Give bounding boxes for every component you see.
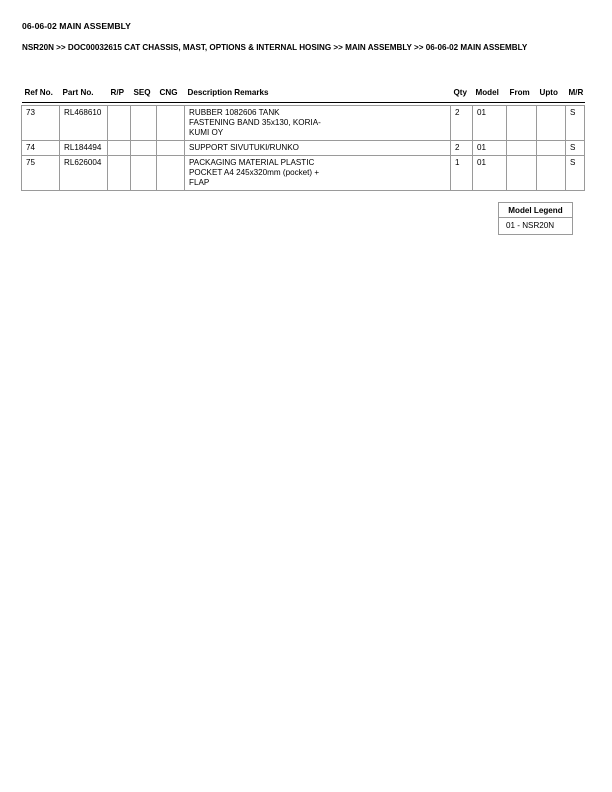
cell-part: RL184494 [60, 141, 108, 156]
breadcrumb: NSR20N >> DOC00032615 CAT CHASSIS, MAST, OPTIONS & INTERNAL HOSING >> MAIN ASSEMBLY >> 06-06-02 MAIN ASSEMBLY [22, 43, 528, 52]
description-line: FLAP [189, 178, 210, 187]
cell-model: 01 [473, 106, 507, 141]
table-row [22, 106, 585, 141]
cell-ref: 75 [22, 156, 60, 191]
cell-desc [185, 141, 451, 156]
table-row [22, 156, 585, 191]
cell-cng [157, 141, 185, 156]
cell-seq [131, 141, 157, 156]
description-line: FASTENING BAND 35x130, KORIA- [189, 118, 321, 127]
description-line: RUBBER 1082606 TANK [189, 108, 280, 117]
cell-from [507, 106, 537, 141]
col-part-no: Part No. [60, 87, 108, 103]
cell-qty: 2 [451, 106, 473, 141]
cell-part: RL468610 [60, 106, 108, 141]
cell-seq [131, 156, 157, 191]
cell-from [507, 141, 537, 156]
description-line: SUPPORT SIVUTUKI/RUNKO [189, 143, 299, 152]
cell-ref: 73 [22, 106, 60, 141]
cell-mr: S [566, 156, 585, 191]
cell-cng [157, 106, 185, 141]
cell-ref: 74 [22, 141, 60, 156]
table-header-row [22, 87, 585, 103]
col-upto: Upto [537, 87, 566, 103]
cell-model: 01 [473, 156, 507, 191]
col-description: Description Remarks [185, 87, 451, 103]
description-line: PACKAGING MATERIAL PLASTIC [189, 158, 315, 167]
description-line: KUMI OY [189, 128, 224, 137]
col-cng: CNG [157, 87, 185, 103]
model-legend-title: Model Legend [499, 203, 572, 218]
cell-model: 01 [473, 141, 507, 156]
col-from: From [507, 87, 537, 103]
table-row [22, 141, 585, 156]
model-legend [498, 202, 573, 235]
cell-from [507, 156, 537, 191]
col-rp: R/P [108, 87, 131, 103]
cell-rp [108, 141, 131, 156]
col-mr: M/R [566, 87, 585, 103]
cell-cng [157, 156, 185, 191]
cell-rp [108, 156, 131, 191]
cell-upto [537, 106, 566, 141]
col-qty: Qty [451, 87, 473, 103]
cell-upto [537, 156, 566, 191]
cell-qty: 2 [451, 141, 473, 156]
cell-desc [185, 106, 451, 141]
col-model: Model [473, 87, 507, 103]
description-line: POCKET A4 245x320mm (pocket) + [189, 168, 320, 177]
cell-qty: 1 [451, 156, 473, 191]
model-legend-item: 01 - NSR20N [506, 221, 555, 230]
cell-mr: S [566, 141, 585, 156]
cell-desc [185, 156, 451, 191]
col-seq: SEQ [131, 87, 157, 103]
cell-mr: S [566, 106, 585, 141]
parts-table [21, 87, 585, 191]
col-ref-no: Ref No. [22, 87, 60, 103]
cell-part: RL626004 [60, 156, 108, 191]
page-title: 06-06-02 MAIN ASSEMBLY [22, 21, 131, 31]
cell-rp [108, 106, 131, 141]
cell-seq [131, 106, 157, 141]
cell-upto [537, 141, 566, 156]
